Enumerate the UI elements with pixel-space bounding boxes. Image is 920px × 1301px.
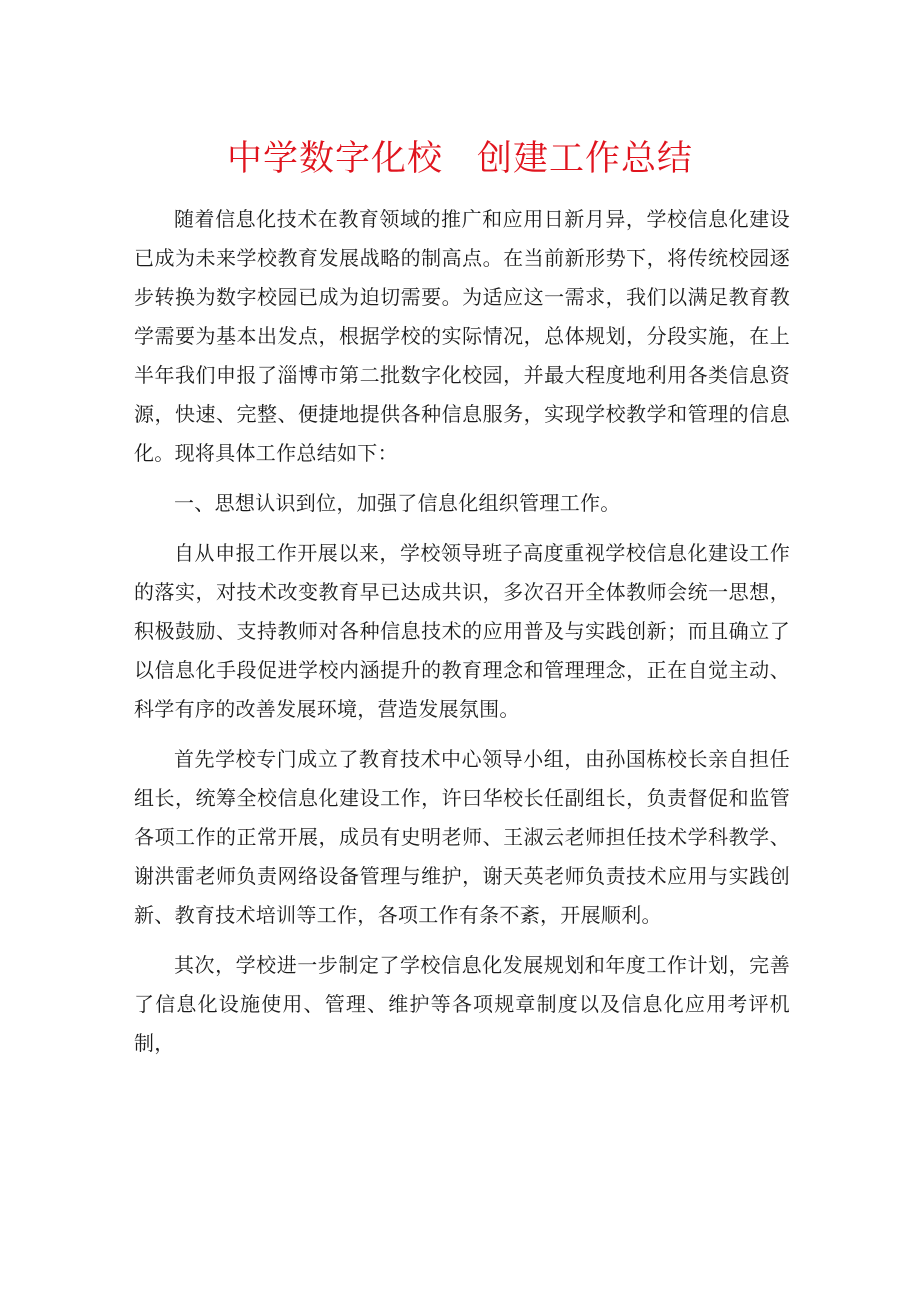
paragraph-spacer [134, 473, 790, 484]
paragraph-planning: 其次，学校进一步制定了学校信息化发展规划和年度工作计划，完善了信息化设施使用、管理、维护等各项规章制度以及信息化应用考评机制， [134, 953, 790, 1055]
paragraph-spacer [134, 729, 790, 740]
paragraph-team: 首先学校专门成立了教育技术中心领导小组，由孙国栋校长亲自担任组长，统筹全校信息化建设工作，许曰华校长任副组长，负责督促和监管各项工作的正常开展，成员有史明老师、王淑云老师担任技术学科教学、谢洪雷老师负责网络设备管理与维护，谢天英老师负责技术应用与实践创新、教育技术培训等工作，各项工作有条不紊，开展顺利。 [134, 747, 790, 927]
paragraph-spacer [134, 935, 790, 946]
document-title [0, 134, 920, 184]
document-title-part2: 创建工作总结 [477, 139, 694, 179]
paragraph-intro: 随着信息化技术在教育领域的推广和应用日新月异，学校信息化建设已成为未来学校教育发展战略的制高点。在当前新形势下，将传统校园逐步转换为数字校园已成为迫切需要。为适应这一需求，我们以满足教育教学需要为基本出发点，根据学校的实际情况，总体规划，分段实施，在上半年我们申报了淄博市第二批数字化校园，并最大程度地利用各类信息资源，快速、完整、便捷地提供各种信息服务，实现学校教学和管理的信息化。现将具体工作总结如下： [134, 207, 790, 465]
document-body [134, 200, 790, 1063]
section-heading: 一、思想认识到位，加强了信息化组织管理工作。 [174, 491, 621, 515]
paragraph-leadership: 自从申报工作开展以来，学校领导班子高度重视学校信息化建设工作的落实，对技术改变教育早已达成共识，多次召开全体教师会统一思想，积极鼓励、支持教师对各种信息技术的应用普及与实践创新；而且确立了以信息化手段促进学校内涵提升的教育理念和管理理念，正在自觉主动、科学有序的改善发展环境，营造发展氛围。 [134, 541, 790, 721]
document-title-part1: 中学数字化校 [226, 139, 443, 179]
paragraph-spacer [134, 523, 790, 534]
